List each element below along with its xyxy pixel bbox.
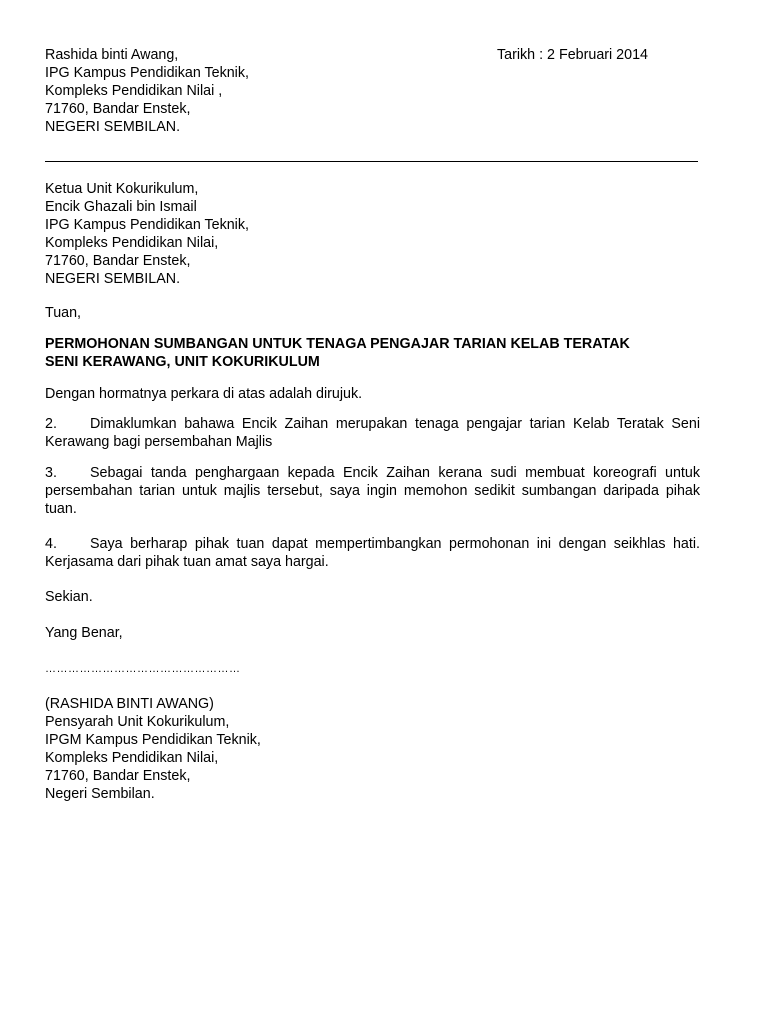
paragraph-text: Dimaklumkan bahawa Encik Zaihan merupakan tenaga pengajar tarian Kelab Teratak Seni Kerawang bagi persembahan Majlis [45, 416, 700, 450]
recipient-line: Ketua Unit Kokurikulum, [45, 181, 199, 197]
signatory-line: Negeri Sembilan. [45, 786, 155, 802]
paragraph-number: 2. [45, 416, 57, 432]
paragraph-text: Saya berharap pihak tuan dapat mempertimbangkan permohonan ini dengan seikhlas hati. Kerjasama dari pihak tuan amat saya hargai. [45, 536, 700, 570]
recipient-line: NEGERI SEMBILAN. [45, 271, 181, 287]
salutation: Tuan, [45, 305, 82, 321]
paragraph-2 [45, 415, 700, 451]
sender-address-line: 71760, Bandar Enstek, [45, 101, 191, 117]
signatory-line: 71760, Bandar Enstek, [45, 768, 191, 784]
divider-line [45, 161, 698, 162]
opening-sentence: Dengan hormatnya perkara di atas adalah dirujuk. [45, 386, 363, 402]
subject-line: SENI KERAWANG, UNIT KOKURIKULUM [45, 354, 320, 370]
sign-off: Yang Benar, [45, 625, 123, 641]
paragraph-number: 4. [45, 536, 57, 552]
sender-address-line: Kompleks Pendidikan Nilai , [45, 83, 223, 99]
paragraph-3 [45, 464, 700, 518]
sender-name: Rashida binti Awang, [45, 47, 179, 63]
signatory-line: Kompleks Pendidikan Nilai, [45, 750, 219, 766]
letter-date: Tarikh : 2 Februari 2014 [497, 47, 648, 63]
closing: Sekian. [45, 589, 93, 605]
paragraph-4 [45, 535, 700, 571]
subject-line: PERMOHONAN SUMBANGAN UNTUK TENAGA PENGAJAR TARIAN KELAB TERATAK [45, 336, 630, 352]
signature-line: …………………………………………… [45, 663, 241, 675]
signatory-line: Pensyarah Unit Kokurikulum, [45, 714, 230, 730]
recipient-line: 71760, Bandar Enstek, [45, 253, 191, 269]
signatory-line: IPGM Kampus Pendidikan Teknik, [45, 732, 261, 748]
sender-address-line: NEGERI SEMBILAN. [45, 119, 181, 135]
paragraph-text: Sebagai tanda penghargaan kepada Encik Zaihan kerana sudi membuat koreografi untuk persembahan tarian untuk majlis tersebut, saya ingin memohon sedikit sumbangan daripada pihak tuan. [45, 465, 700, 517]
recipient-line: Encik Ghazali bin Ismail [45, 199, 197, 215]
sender-address-line: IPG Kampus Pendidikan Teknik, [45, 65, 249, 81]
recipient-line: IPG Kampus Pendidikan Teknik, [45, 217, 249, 233]
recipient-line: Kompleks Pendidikan Nilai, [45, 235, 219, 251]
paragraph-number: 3. [45, 465, 57, 481]
signatory-name: (RASHIDA BINTI AWANG) [45, 696, 214, 712]
